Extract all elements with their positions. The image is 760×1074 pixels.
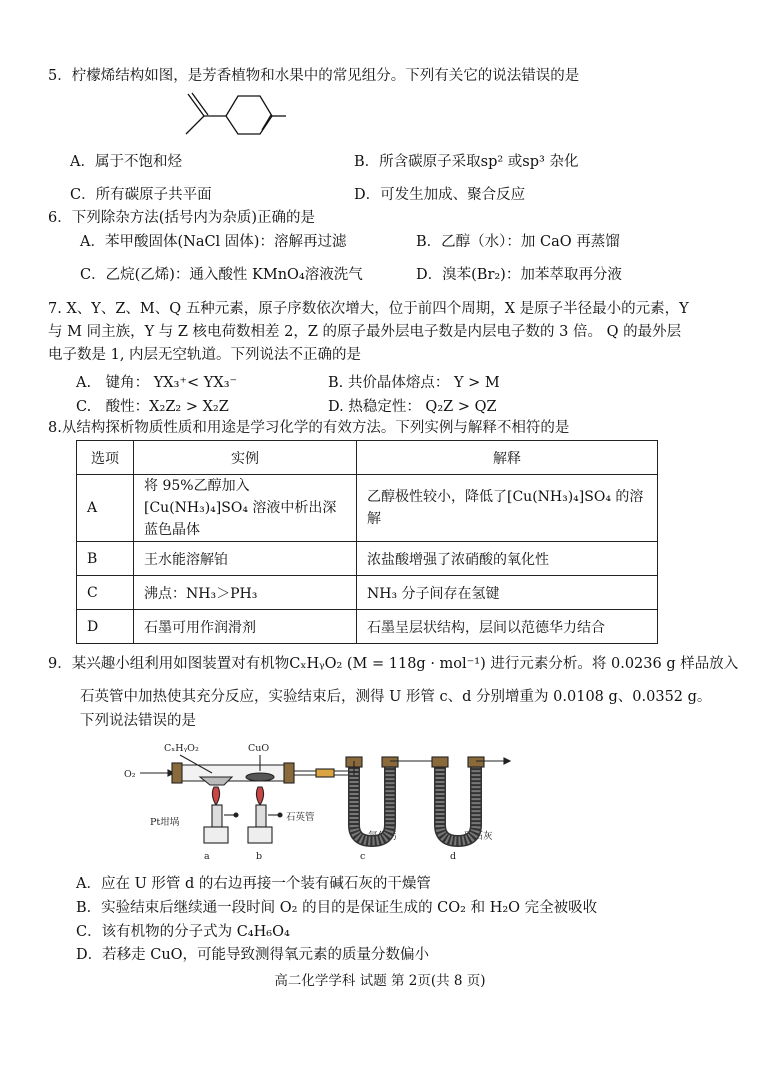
q7-option-b: B. 共价晶体熔点： Y > M	[328, 375, 500, 391]
q6-stem: 6．下列除杂方法(括号内为杂质)正确的是	[48, 210, 316, 226]
row-explain: 浓盐酸增强了浓硝酸的氧化性	[357, 542, 658, 576]
row-example: 王水能溶解铂	[134, 542, 357, 576]
q8-table	[76, 440, 658, 644]
row-example: 沸点：NH₃＞PH₃	[134, 576, 357, 610]
q7-option-c: C. 酸性：X₂Z₂ > X₂Z	[76, 399, 229, 415]
label-tube: 石英管	[286, 812, 315, 823]
q9-option-c: C．该有机物的分子式为 C₄H₆O₄	[76, 924, 290, 940]
header-explain: 解释	[357, 441, 658, 475]
label-b: b	[256, 851, 263, 862]
row-option: C	[77, 576, 134, 610]
label-cuo: CuO	[248, 743, 270, 754]
label-c: c	[360, 851, 366, 862]
limonene-structure	[178, 90, 288, 138]
q9-option-b: B．实验结束后继续通一段时间 O₂ 的目的是保证生成的 CO₂ 和 H₂O 完全被吸收	[76, 900, 598, 916]
q5-stem: 5．柠檬烯结构如图，是芳香植物和水果中的常见组分。下列有关它的说法错误的是	[48, 68, 580, 84]
table-row	[77, 542, 658, 576]
q7-option-d: D. 热稳定性： Q₂Z > QZ	[328, 399, 497, 415]
table-row	[77, 475, 658, 542]
q7-line3: 电子数是 1, 内层无空轨道。下列说法不正确的是	[48, 347, 362, 363]
table-row	[77, 610, 658, 644]
row-explain: 石墨呈层状结构，层间以范德华力结合	[357, 610, 658, 644]
label-cacl2: 氯化钙	[368, 831, 397, 842]
apparatus-diagram	[120, 735, 640, 863]
label-pt: Pt坩埚	[150, 817, 180, 828]
q5-option-d: D．可发生加成、聚合反应	[354, 187, 526, 203]
q5-option-c: C．所有碳原子共平面	[70, 187, 212, 203]
q9-option-d: D．若移走 CuO，可能导致测得氧元素的质量分数偏小	[76, 947, 430, 963]
row-explain: NH₃ 分子间存在氢键	[357, 576, 658, 610]
label-sample: CₓHᵧO₂	[164, 743, 199, 754]
q7-line2: 与 M 同主族，Y 与 Z 核电荷数相差 2，Z 的原子最外层电子数是内层电子数的 3 倍。 Q 的最外层	[48, 324, 682, 340]
q7-line1: 7. X、Y、Z、M、Q 五种元素，原子序数依次增大，位于前四个周期，X 是原子半径最小的元素，Y	[48, 301, 689, 317]
q5-option-a: A．属于不饱和烃	[70, 154, 182, 170]
row-option: B	[77, 542, 134, 576]
row-explain: 乙醇极性较小，降低了[Cu(NH₃)₄]SO₄ 的溶解	[357, 475, 658, 542]
row-example: 将 95%乙醇加入[Cu(NH₃)₄]SO₄ 溶液中析出深蓝色晶体	[134, 475, 357, 542]
q6-option-b: B．乙醇（水）：加 CaO 再蒸馏	[416, 234, 620, 250]
q7-option-a: A. 键角： YX₃⁺< YX₃⁻	[76, 375, 238, 391]
q9-option-a: A．应在 U 形管 d 的右边再接一个装有碱石灰的干燥管	[76, 876, 431, 892]
label-d: d	[450, 851, 457, 862]
row-example: 石墨可用作润滑剂	[134, 610, 357, 644]
q6-option-a: A．苯甲酸固体(NaCl 固体)：溶解再过滤	[80, 234, 347, 250]
header-example: 实例	[134, 441, 357, 475]
q9-line2: 石英管中加热使其充分反应，实验结束后，测得 U 形管 c、d 分别增重为 0.0108 g、0.0352 g。	[80, 689, 712, 705]
label-soda: 碱石灰	[464, 831, 493, 842]
table-row	[77, 576, 658, 610]
q6-option-c: C．乙烷(乙烯)：通入酸性 KMnO₄溶液洗气	[80, 267, 363, 283]
q8-stem: 8.从结构探析物质性质和用途是学习化学的有效方法。下列实例与解释不相符的是	[48, 420, 570, 436]
q6-option-d: D．溴苯(Br₂)：加苯萃取再分液	[416, 267, 622, 283]
label-a: a	[204, 851, 210, 862]
q5-option-b: B．所含碳原子采取sp² 或sp³ 杂化	[354, 154, 579, 170]
page-footer: 高二化学学科 试题 第 2页(共 8 页)	[274, 973, 486, 989]
row-option: A	[77, 475, 134, 542]
label-o2: O₂	[124, 769, 136, 780]
table-header-row	[77, 441, 658, 475]
q9-line1: 9．某兴趣小组利用如图装置对有机物CₓHᵧO₂ (M = 118g · mol⁻¹) 进行元素分析。将 0.0236 g 样品放入	[48, 656, 739, 672]
q9-line3: 下列说法错误的是	[80, 713, 196, 729]
row-option: D	[77, 610, 134, 644]
header-option: 选项	[77, 441, 134, 475]
